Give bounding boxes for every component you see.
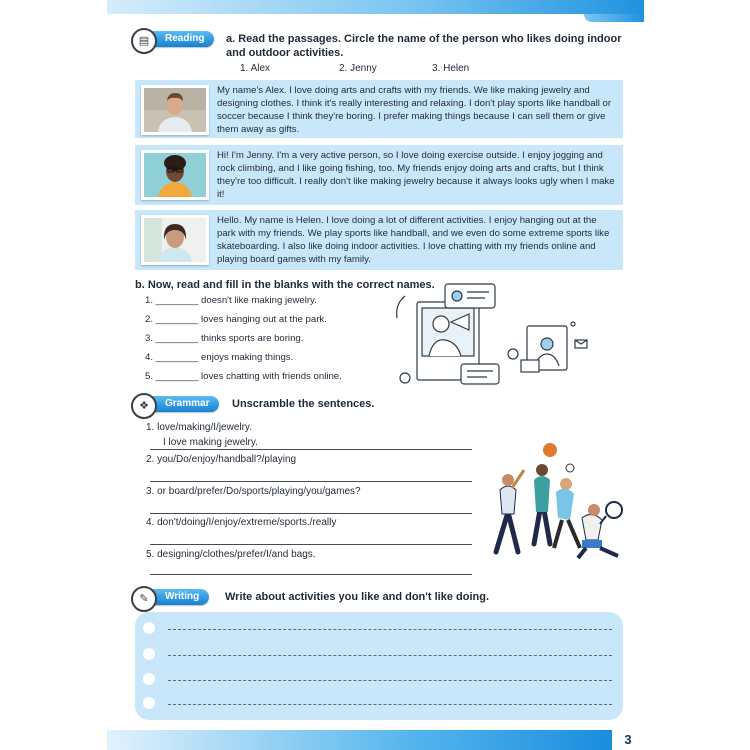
photo-frame	[141, 150, 209, 200]
passage-jenny	[135, 145, 623, 205]
blank-item-3[interactable]: 3. ________ thinks sports are boring.	[145, 333, 304, 344]
bullet-icon	[143, 648, 155, 660]
passage-alex	[135, 80, 623, 138]
option-3[interactable]: 3. Helen	[432, 63, 470, 74]
page-number: 3	[612, 730, 644, 750]
bullet-icon	[143, 697, 155, 709]
grammar-badge: ❖ Grammar	[133, 396, 219, 412]
grammar-prompt-5: 5. designing/clothes/prefer/I/and bags.	[146, 549, 316, 560]
photo-frame	[141, 215, 209, 265]
answer-line	[150, 481, 472, 482]
grammar-instruction: Unscramble the sentences.	[232, 398, 375, 410]
book-icon: ▤	[131, 28, 157, 54]
top-banner	[107, 0, 644, 14]
grammar-answer-1[interactable]: I love making jewelry.	[163, 437, 258, 448]
bee-icon: ❖	[131, 393, 157, 419]
photo-frame	[141, 85, 209, 135]
grammar-prompt-4: 4. don't/doing/I/enjoy/extreme/sports./really	[146, 517, 337, 528]
blank-item-1[interactable]: 1. ________ doesn't like making jewelry.	[145, 295, 317, 306]
pencil-icon: ✎	[131, 586, 157, 612]
writing-badge: ✎ Writing	[133, 589, 209, 605]
passage-text: My name's Alex. I love doing arts and crafts with my friends. We like making jewelry and designing clothes. I think it's really interesting and relaxing. I don't play sports like handball or soccer because I think they're boring. I prefer making things because I can sell them or give them away as gifts.	[217, 85, 612, 135]
writing-line[interactable]	[168, 704, 612, 705]
alex-photo	[144, 88, 206, 132]
bullet-icon	[143, 673, 155, 685]
passage-text: Hi! I'm Jenny. I'm a very active person, so I love doing exercise outside. I enjoy jogging and rock climbing, and I like going fishing, too. My friends enjoy doing arts and crafts, but I think they're too difficult. I really don't like making jewelry because it always looks ugly when I make it!	[217, 150, 615, 200]
answer-line	[150, 574, 472, 575]
grammar-prompt-2: 2. you/Do/enjoy/handball?/playing	[146, 454, 297, 465]
reading-badge: ▤ Reading	[133, 31, 214, 47]
passage-text: Hello. My name is Helen. I love doing a lot of different activities. I enjoy hanging out at the park with my friends. We play sports like handball, and we even do some extreme sports like skateboarding. I also like doing indoor activities. I love chatting with my friends online and playing board games with my family.	[217, 215, 610, 265]
answer-line	[150, 449, 472, 450]
bottom-banner	[107, 730, 612, 750]
social-media-illustration	[395, 282, 605, 394]
writing-instruction: Write about activities you like and don't like doing.	[225, 591, 490, 603]
reading-task-b: b. Now, read and fill in the blanks with the correct names.	[135, 279, 435, 291]
blank-item-2[interactable]: 2. ________ loves hanging out at the park.	[145, 314, 327, 325]
helen-photo	[144, 218, 206, 262]
blank-item-5[interactable]: 5. ________ loves chatting with friends online.	[145, 371, 342, 382]
grammar-prompt-3: 3. or board/prefer/Do/sports/playing/you/games?	[146, 486, 361, 497]
writing-line[interactable]	[168, 655, 612, 656]
passage-helen	[135, 210, 623, 270]
grammar-prompt-1: 1. love/making/I/jewelry.	[146, 422, 252, 433]
jenny-photo	[144, 153, 206, 197]
answer-line	[150, 513, 472, 514]
sports-illustration	[478, 440, 628, 560]
writing-line[interactable]	[168, 680, 612, 681]
option-2[interactable]: 2. Jenny	[339, 63, 377, 74]
writing-line[interactable]	[168, 629, 612, 630]
writing-area[interactable]	[135, 612, 623, 720]
blank-item-4[interactable]: 4. ________ enjoys making things.	[145, 352, 294, 363]
answer-line	[150, 544, 472, 545]
bullet-icon	[143, 622, 155, 634]
reading-task-a: a. Read the passages. Circle the name of the person who likes doing indoor and outdoor activities.	[226, 33, 622, 59]
option-1[interactable]: 1. Alex	[240, 63, 271, 74]
